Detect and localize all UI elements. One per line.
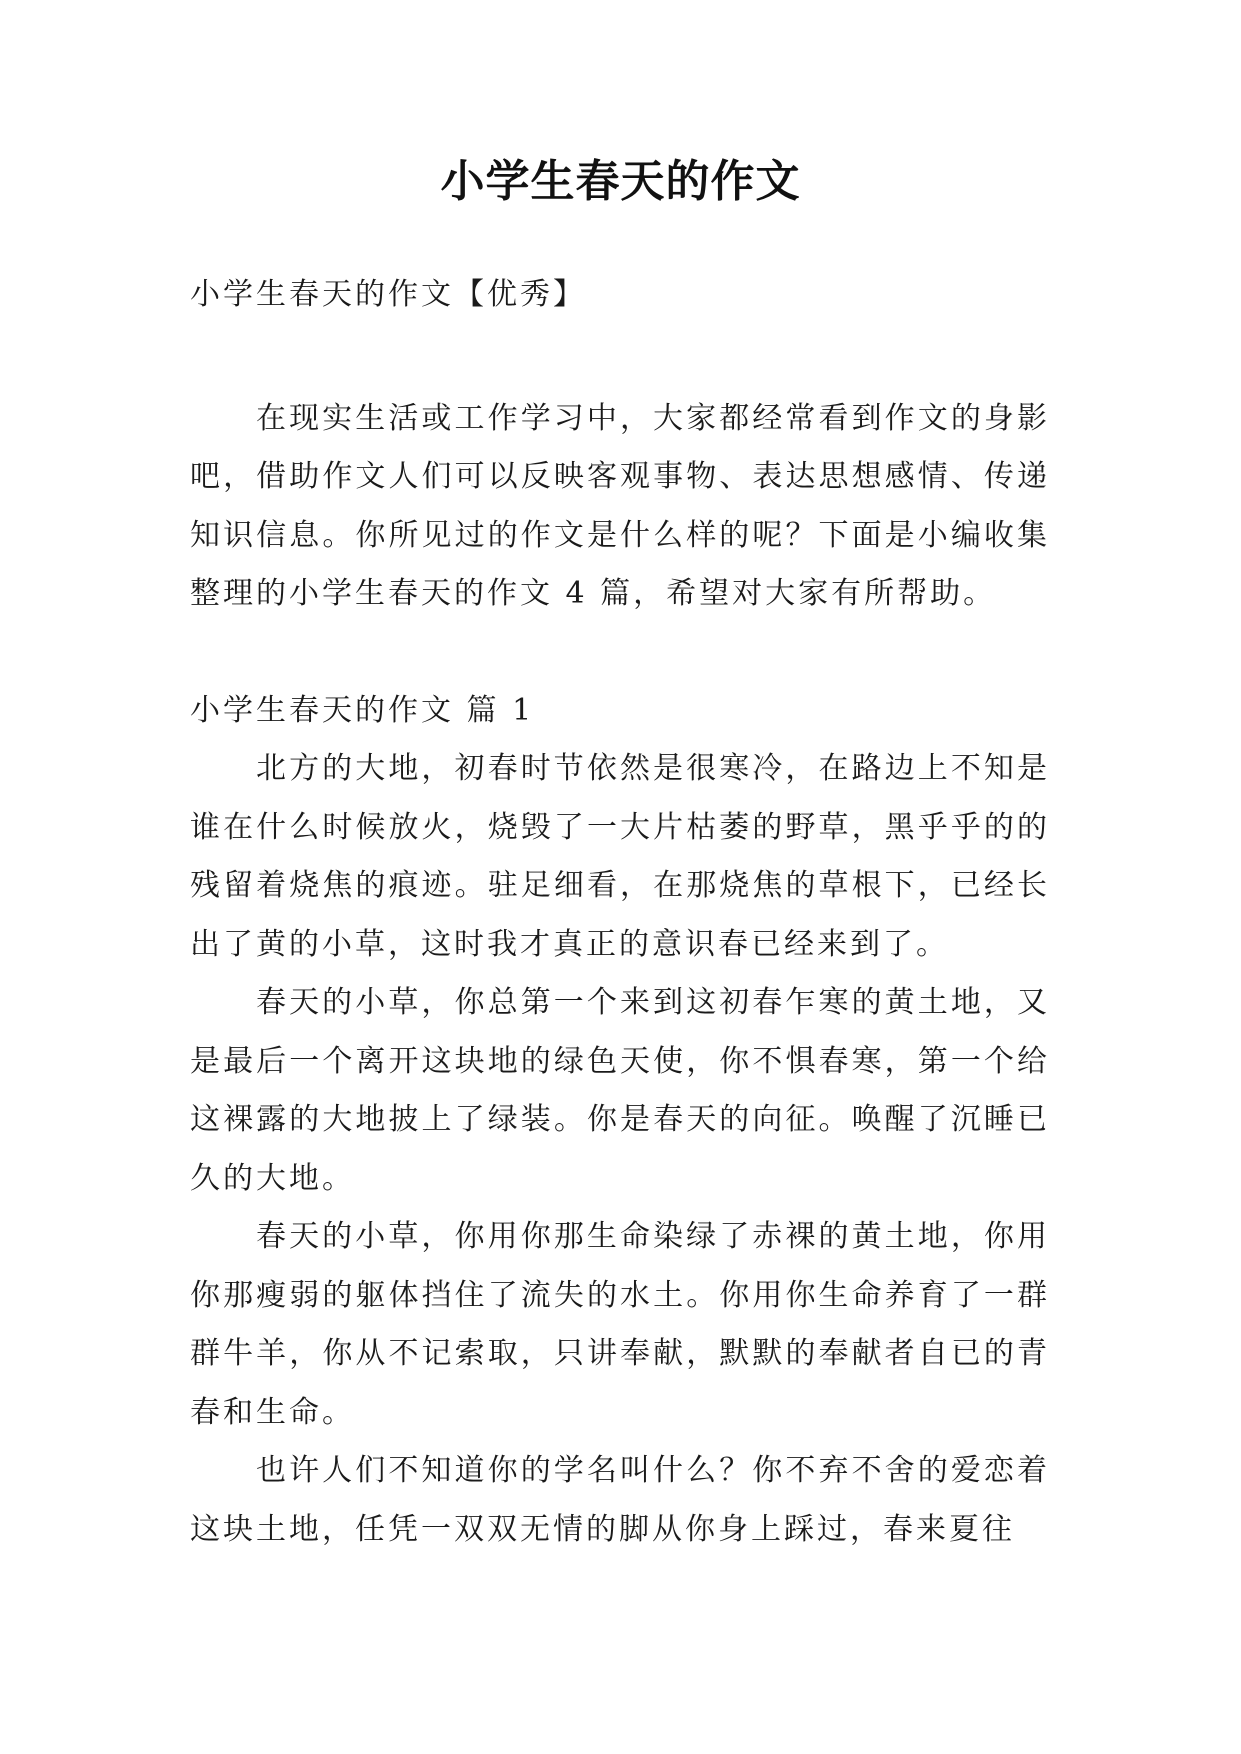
body-paragraph: 春天的小草，你用你那生命染绿了赤裸的黄土地，你用你那瘦弱的躯体挡住了流失的水土。你用你生命养育了一群群牛羊，你从不记索取，只讲奉献，默默的奉献者自已的青春和生命。: [190, 1219, 1050, 1430]
document-title: 小学生春天的作文: [440, 156, 801, 207]
body-paragraph: 也许人们不知道你的学名叫什么？你不弃不舍的爱恋着这块土地，任凭一双双无情的脚从你身上踩过，春来夏往: [190, 1453, 1050, 1547]
spacer: [190, 624, 1050, 682]
body-paragraph: 北方的大地，初春时节依然是很寒冷，在路边上不知是谁在什么时候放火，烧毁了一大片枯萎的野草，黑乎乎的的残留着烧焦的痕迹。驻足细看，在那烧焦的草根下，已经长出了黄的小草，这时我才真正的意识春已经来到了。: [190, 751, 1050, 962]
spacer: [190, 325, 1050, 390]
body-paragraph: 春天的小草，你总第一个来到这初春乍寒的黄土地，又是最后一个离开这块地的绿色天使，你不惧春寒，第一个给这裸露的大地披上了绿装。你是春天的向征。唤醒了沉睡已久的大地。: [190, 985, 1050, 1196]
document-subtitle: 小学生春天的作文【优秀】: [190, 277, 586, 312]
document-body: [190, 266, 1050, 1559]
intro-paragraph: 在现实生活或工作学习中，大家都经常看到作文的身影吧，借助作文人们可以反映客观事物、表达思想感情、传递知识信息。你所见过的作文是什么样的呢？下面是小编收集整理的小学生春天的作文 4 篇，希望对大家有所帮助。: [190, 400, 1050, 611]
section-heading: 小学生春天的作文 篇 1: [190, 692, 535, 728]
